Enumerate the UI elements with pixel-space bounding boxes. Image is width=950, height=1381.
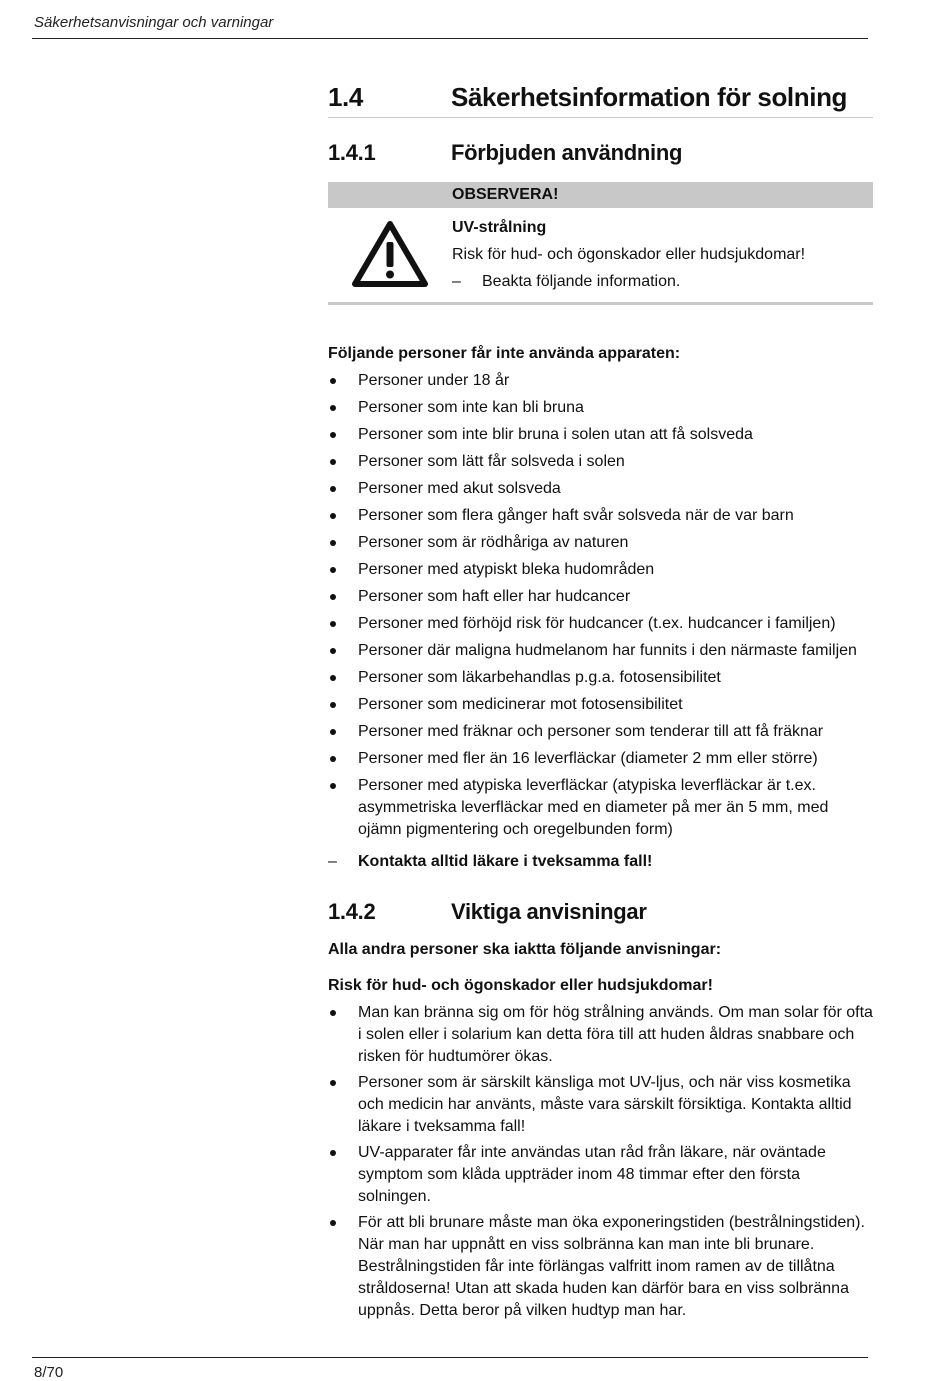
list-item-text: Personer som läkarbehandlas p.g.a. fotosensibilitet [358, 669, 721, 686]
subsection-heading-important-instructions [328, 899, 873, 925]
bullet-dot-icon [330, 729, 336, 735]
list-item-text: Personer under 18 år [358, 372, 510, 389]
instructions-intro: Alla andra personer ska iaktta följande anvisningar: [328, 941, 722, 958]
list-item [328, 1142, 873, 1208]
bullet-dot-icon [330, 648, 336, 654]
list-item [328, 478, 873, 500]
list-item [328, 505, 873, 527]
closing-instruction [328, 851, 873, 873]
list-item-text: För att bli brunare måste man öka exponeringstiden (bestrålningstiden). När man har uppnått en viss solbränna kan man inte bli brunare. Bestrålningstiden får inte förlängas valfritt inom ramen av de tillåtna stråldoserna! Utan att skada huden kan därför bara en viss solbränna uppnås. Detta beror på vilken hudtyp man har. [358, 1214, 865, 1319]
list-item-text: Personer med fler än 16 leverfläckar (diameter 2 mm eller större) [358, 750, 818, 767]
running-header: Säkerhetsanvisningar och varningar [34, 14, 274, 31]
bullet-dot-icon [330, 486, 336, 492]
list-item [328, 775, 873, 841]
forbidden-list-heading: Följande personer får inte använda apparaten: [328, 345, 681, 362]
list-item-text: Personer med atypiska leverfläckar (atypiska leverfläckar är t.ex. asymmetriska leverfläckar med en diameter på mer än 5 mm, med ojämn pigmentering och oregelbunden form) [358, 777, 829, 838]
list-item-text: Personer som inte blir bruna i solen utan att få solsveda [358, 426, 753, 443]
dash-mark: – [328, 853, 337, 870]
subsection-title: Viktiga anvisningar [451, 899, 647, 924]
list-item [328, 1212, 873, 1322]
bullet-dot-icon [330, 1220, 336, 1226]
list-item [328, 532, 873, 554]
list-item [328, 748, 873, 770]
bullet-dot-icon [330, 405, 336, 411]
footer-rule [32, 1357, 868, 1358]
list-item-text: Personer med förhöjd risk för hudcancer (t.ex. hudcancer i familjen) [358, 615, 836, 632]
list-item-text: Personer med akut solsveda [358, 480, 561, 497]
bullet-dot-icon [330, 1150, 336, 1156]
main-content [328, 82, 873, 1326]
notice-title: UV-strålning [452, 219, 547, 236]
section-number: 1.4 [328, 82, 363, 112]
list-item-text: Man kan bränna sig om för hög strålning används. Om man solar för ofta i solen eller i solarium kan detta föra till att huden åldras snabbare och risken för hudtumörer ökas. [358, 1004, 873, 1065]
list-item-text: Personer som är särskilt känsliga mot UV-ljus, och när viss kosmetika och medicin har använts, måste vara särskilt försiktiga. Kontakta alltid läkare i tveksamma fall! [358, 1074, 852, 1135]
list-item [328, 640, 873, 662]
bullet-dot-icon [330, 783, 336, 789]
list-item-text: Personer som haft eller har hudcancer [358, 588, 631, 605]
list-item [328, 1072, 873, 1138]
notice-label: OBSERVERA! [328, 182, 873, 208]
notice-instruction [452, 268, 805, 295]
list-item-text: UV-apparater får inte användas utan råd från läkare, när oväntade symptom som klåda uppträder inom 48 timmar efter den första solningen. [358, 1144, 826, 1205]
bullet-dot-icon [330, 459, 336, 465]
list-item [328, 694, 873, 716]
list-item [328, 586, 873, 608]
bullet-dot-icon [330, 702, 336, 708]
bullet-dot-icon [330, 378, 336, 384]
list-item [328, 613, 873, 635]
notice-text: Risk för hud- och ögonskador eller hudsjukdomar! [452, 246, 806, 263]
page-number: 8/70 [34, 1364, 64, 1381]
subsection-title: Förbjuden användning [451, 140, 683, 165]
list-item [328, 667, 873, 689]
list-item [328, 397, 873, 419]
list-item [328, 721, 873, 743]
list-item-text: Personer som flera gånger haft svår solsveda när de var barn [358, 507, 794, 524]
notice-instruction-text: Beakta följande information. [482, 273, 681, 290]
bullet-dot-icon [330, 540, 336, 546]
list-item-text: Personer som lätt får solsveda i solen [358, 453, 625, 470]
bullet-dot-icon [330, 756, 336, 762]
list-item-text: Personer som inte kan bli bruna [358, 399, 584, 416]
bullet-dot-icon [330, 675, 336, 681]
risk-heading: Risk för hud- och ögonskador eller hudsjukdomar! [328, 977, 713, 994]
notice-box [328, 182, 873, 305]
list-item [328, 424, 873, 446]
bullet-dot-icon [330, 1080, 336, 1086]
bullet-dot-icon [330, 594, 336, 600]
bullet-dot-icon [330, 1010, 336, 1016]
list-item-text: Personer som medicinerar mot fotosensibilitet [358, 696, 683, 713]
list-item [328, 1002, 873, 1068]
bullet-dot-icon [330, 432, 336, 438]
list-item [328, 451, 873, 473]
closing-text: Kontakta alltid läkare i tveksamma fall! [358, 853, 653, 870]
bullet-dot-icon [330, 621, 336, 627]
instructions-list [328, 1002, 873, 1322]
bullet-dot-icon [330, 513, 336, 519]
bullet-dot-icon [330, 567, 336, 573]
list-item-text: Personer där maligna hudmelanom har funnits i den närmaste familjen [358, 642, 857, 659]
list-item-text: Personer med atypiskt bleka hudområden [358, 561, 655, 578]
warning-triangle-icon [328, 214, 452, 295]
section-title: Säkerhetsinformation för solning [451, 82, 848, 112]
header-rule [32, 38, 868, 39]
section-heading [328, 82, 873, 118]
list-item [328, 370, 873, 392]
list-item-text: Personer med fräknar och personer som tenderar till att få fräknar [358, 723, 824, 740]
subsection-heading-forbidden-use [328, 140, 873, 166]
forbidden-persons-list [328, 370, 873, 841]
list-item-text: Personer som är rödhåriga av naturen [358, 534, 629, 551]
subsection-number: 1.4.2 [328, 899, 376, 924]
subsection-number: 1.4.1 [328, 140, 376, 165]
dash-mark: – [452, 273, 461, 290]
list-item [328, 559, 873, 581]
